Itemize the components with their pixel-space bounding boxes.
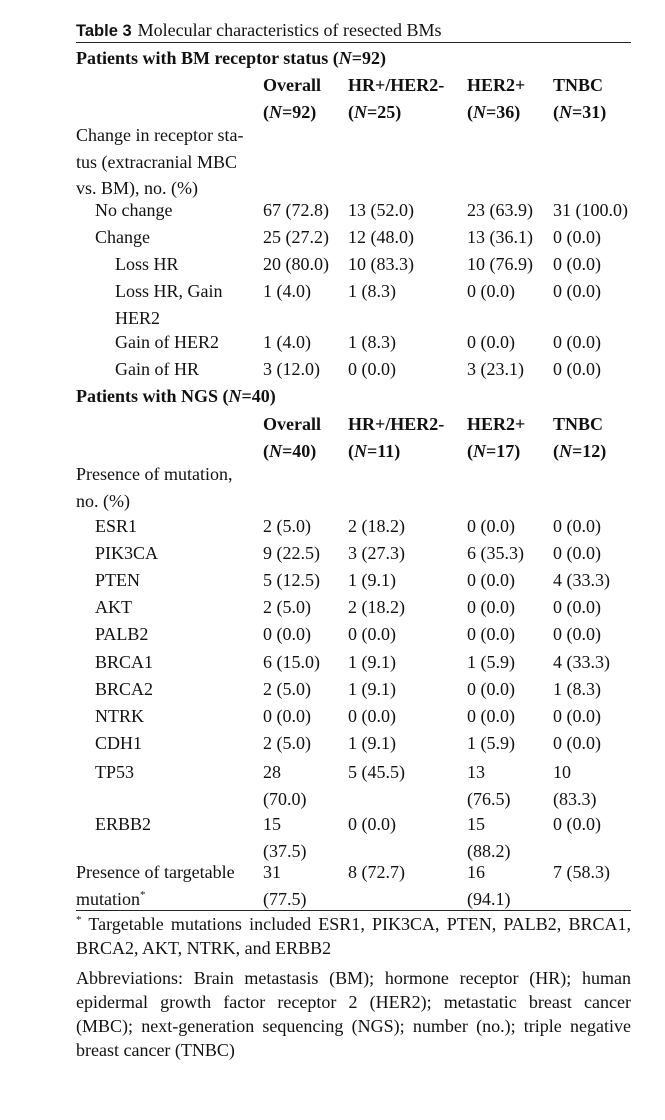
cell: 0 (0.0): [553, 332, 601, 352]
cell: 0 (0.0): [348, 706, 396, 726]
cell: 3 (23.1): [467, 359, 524, 379]
cell: 0 (0.0): [553, 706, 601, 726]
s1-col-overall: Overall (N=92): [263, 75, 321, 122]
cell: 8 (72.7): [348, 862, 405, 882]
cell: 7 (58.3): [553, 862, 610, 882]
cell: 10 (83.3): [348, 254, 414, 274]
cell: 0 (0.0): [263, 624, 311, 644]
cell: 5 (45.5): [348, 762, 405, 782]
mutation-group-label: Presence of mutation, no. (%): [76, 464, 233, 511]
cell: 0 (0.0): [348, 814, 396, 834]
cell: 0 (0.0): [263, 706, 311, 726]
cell: 9 (22.5): [263, 543, 320, 563]
cell: 15 (88.2): [467, 814, 511, 861]
top-rule: [76, 42, 631, 43]
cell: 5 (12.5): [263, 570, 320, 590]
cell: 23 (63.9): [467, 200, 533, 220]
cell: 0 (0.0): [553, 624, 601, 644]
cell: 67 (72.8): [263, 200, 329, 220]
row-label: PIK3CA: [95, 543, 159, 563]
cell: 2 (5.0): [263, 516, 311, 536]
cell: 1 (8.3): [348, 332, 396, 352]
row-label: Change: [95, 227, 150, 247]
cell: 31 (77.5): [263, 862, 307, 909]
cell: 0 (0.0): [553, 254, 601, 274]
cell: 12 (48.0): [348, 227, 414, 247]
row-label: CDH1: [95, 733, 143, 753]
row-label: Gain of HER2: [115, 332, 219, 352]
table-title: Molecular characteristics of resected BMs: [137, 20, 442, 40]
cell: 1 (5.9): [467, 733, 515, 753]
footnote: * Targetable mutations included ESR1, PIK3CA, PTEN, PALB2, BRCA1, BRCA2, AKT, NTRK, and ERBB2: [76, 914, 631, 958]
cell: 28 (70.0): [263, 762, 307, 809]
row-label: Loss HR: [115, 254, 179, 274]
s1-col-tnbc: TNBC (N=31): [553, 75, 607, 122]
cell: 15 (37.5): [263, 814, 307, 861]
cell: 1 (9.1): [348, 570, 396, 590]
s2-col-overall: Overall (N=40): [263, 414, 321, 461]
cell: 1 (4.0): [263, 332, 311, 352]
cell: 1 (8.3): [348, 281, 396, 301]
section1-heading: Patients with BM receptor status (N=92): [76, 48, 387, 68]
cell: 1 (8.3): [553, 679, 601, 699]
cell: 4 (33.3): [553, 652, 610, 672]
cell: 1 (9.1): [348, 652, 396, 672]
cell: 0 (0.0): [553, 227, 601, 247]
cell: 0 (0.0): [467, 597, 515, 617]
cell: 0 (0.0): [467, 706, 515, 726]
cell: 0 (0.0): [553, 543, 601, 563]
cell: 2 (5.0): [263, 733, 311, 753]
cell: 13 (76.5): [467, 762, 511, 809]
cell: 0 (0.0): [348, 359, 396, 379]
abbreviations-note: Abbreviations: Brain metastasis (BM); hormone receptor (HR); human epidermal growth factor receptor 2 (HER2); metastatic breast cancer (MBC); next-generation sequencing (NGS); number (no.); triple negative breast cancer (TNBC): [76, 968, 631, 1060]
cell: 0 (0.0): [467, 570, 515, 590]
receptor-change-group-label: Change in receptor sta- tus (extracranial MBC vs. BM), no. (%): [76, 125, 244, 198]
row-label: PALB2: [95, 624, 149, 644]
row-label: TP53: [95, 762, 135, 782]
targetable-row-label: Presence of targetable mutation*: [76, 862, 235, 909]
s2-col-tnbc: TNBC (N=12): [553, 414, 607, 461]
table-label: Table 3: [76, 22, 132, 40]
s1-col-her2pos: HER2+ (N=36): [467, 75, 526, 122]
cell: 0 (0.0): [467, 679, 515, 699]
cell: 0 (0.0): [553, 597, 601, 617]
row-label: Gain of HR: [115, 359, 199, 379]
cell: 0 (0.0): [467, 516, 515, 536]
row-label: No change: [95, 200, 173, 220]
table-caption: [76, 18, 631, 43]
cell: 20 (80.0): [263, 254, 329, 274]
cell: 1 (4.0): [263, 281, 311, 301]
cell: 10 (76.9): [467, 254, 533, 274]
cell: 13 (52.0): [348, 200, 414, 220]
row-label: NTRK: [95, 706, 144, 726]
cell: 2 (18.2): [348, 597, 405, 617]
cell: 0 (0.0): [467, 281, 515, 301]
cell: 4 (33.3): [553, 570, 610, 590]
cell: 13 (36.1): [467, 227, 533, 247]
row-label: BRCA1: [95, 652, 154, 672]
row-label: PTEN: [95, 570, 140, 590]
s2-col-her2pos: HER2+ (N=17): [467, 414, 526, 461]
cell: 0 (0.0): [553, 281, 601, 301]
cell: 25 (27.2): [263, 227, 329, 247]
cell: 2 (5.0): [263, 597, 311, 617]
cell: 0 (0.0): [553, 516, 601, 536]
cell: 6 (15.0): [263, 652, 320, 672]
cell: 1 (9.1): [348, 733, 396, 753]
cell: 3 (27.3): [348, 543, 405, 563]
cell: 0 (0.0): [467, 624, 515, 644]
s1-col-hrpos: HR+/HER2- (N=25): [348, 75, 445, 122]
cell: 10 (83.3): [553, 762, 597, 809]
cell: 0 (0.0): [467, 332, 515, 352]
cell: 31 (100.0): [553, 200, 628, 220]
cell: 0 (0.0): [348, 624, 396, 644]
row-label: ESR1: [95, 516, 138, 536]
s2-col-hrpos: HR+/HER2- (N=11): [348, 414, 445, 461]
cell: 3 (12.0): [263, 359, 320, 379]
footnote-marker: *: [140, 888, 146, 901]
row-label: ERBB2: [95, 814, 152, 834]
bottom-rule: [76, 910, 631, 911]
row-label: Loss HR, Gain HER2: [115, 281, 223, 328]
section2-heading: Patients with NGS (N=40): [76, 386, 276, 406]
cell: 0 (0.0): [553, 733, 601, 753]
cell: 6 (35.3): [467, 543, 524, 563]
cell: 0 (0.0): [553, 359, 601, 379]
row-label: BRCA2: [95, 679, 154, 699]
cell: 16 (94.1): [467, 862, 511, 909]
cell: 2 (5.0): [263, 679, 311, 699]
cell: 1 (9.1): [348, 679, 396, 699]
cell: 2 (18.2): [348, 516, 405, 536]
cell: 0 (0.0): [553, 814, 601, 834]
cell: 1 (5.9): [467, 652, 515, 672]
row-label: AKT: [95, 597, 132, 617]
